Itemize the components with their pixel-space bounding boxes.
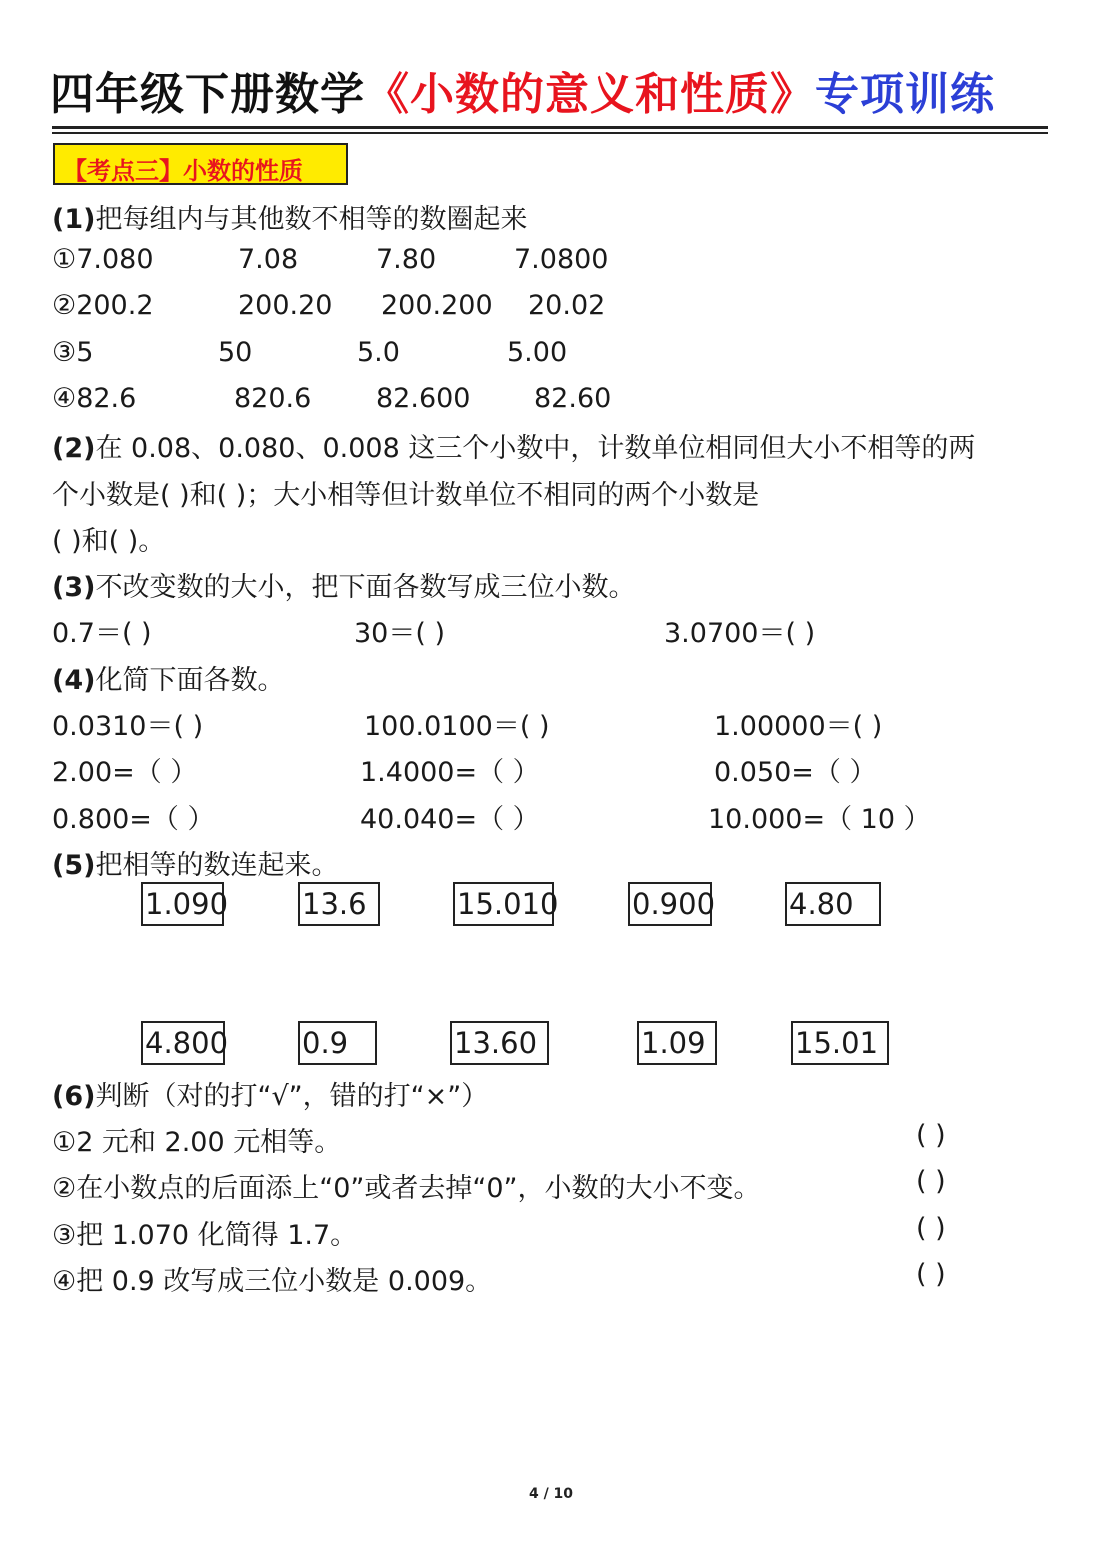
q5-number: (5) <box>52 850 96 881</box>
q1-cell: 7.0800 <box>514 244 609 275</box>
q4-item: 0.800=（ ） <box>52 804 215 835</box>
q3-item: 30＝( ) <box>354 618 446 649</box>
q3-item: 0.7＝( ) <box>52 618 152 649</box>
page-number: 4 / 10 <box>528 1486 574 1502</box>
q6-statement: ①2 元和 2.00 元相等。 <box>52 1127 342 1158</box>
section-badge <box>53 143 348 185</box>
q3-prompt <box>52 565 635 604</box>
match-box-bottom[interactable]: 13.60 <box>450 1021 549 1065</box>
q4-item: 1.00000＝( ) <box>714 711 883 742</box>
q1-number: (1) <box>52 204 96 235</box>
title-rule-top <box>52 126 1048 129</box>
q5-text: 把相等的数连起来。 <box>95 850 339 881</box>
q1-cell: 82.60 <box>534 383 612 414</box>
q6-answer-paren[interactable]: ( ) <box>916 1120 946 1151</box>
q1-cell: 200.20 <box>238 290 333 321</box>
q1-cell: 82.600 <box>376 383 471 414</box>
q1-cell: ①7.080 <box>52 244 154 275</box>
q6-text: 判断（对的打“√”，错的打“×”） <box>95 1081 489 1112</box>
q1-cell: 50 <box>218 337 253 368</box>
q1-text: 把每组内与其他数不相等的数圈起来 <box>95 204 528 235</box>
match-box-top[interactable]: 0.900 <box>628 882 712 926</box>
q6-prompt <box>52 1074 488 1113</box>
q4-item: 100.0100＝( ) <box>364 711 550 742</box>
match-box-bottom[interactable]: 4.800 <box>141 1021 225 1065</box>
q1-cell: 20.02 <box>528 290 606 321</box>
title-training: 专项训练 <box>815 69 995 120</box>
match-box-top[interactable]: 4.80 <box>785 882 881 926</box>
q4-text: 化简下面各数。 <box>95 665 285 696</box>
match-box-top[interactable]: 13.6 <box>298 882 380 926</box>
q6-statement: ②在小数点的后面添上“0”或者去掉“0”，小数的大小不变。 <box>52 1173 761 1204</box>
q3-text: 不改变数的大小，把下面各数写成三位小数。 <box>95 572 636 603</box>
q1-cell: 5.00 <box>507 337 568 368</box>
q4-item: 40.040=（ ） <box>360 804 540 835</box>
q4-item: 0.0310＝( ) <box>52 711 204 742</box>
q2-line-3: ( )和( )。 <box>52 526 166 557</box>
q1-cell: 5.0 <box>357 337 400 368</box>
q4-item: 1.4000=（ ） <box>360 757 540 788</box>
match-box-bottom[interactable]: 15.01 <box>791 1021 889 1065</box>
match-box-bottom[interactable]: 0.9 <box>298 1021 377 1065</box>
q6-statement: ③把 1.070 化简得 1.7。 <box>52 1220 358 1251</box>
q5-prompt <box>52 843 338 882</box>
q4-number: (4) <box>52 665 96 696</box>
match-box-top[interactable]: 1.090 <box>141 882 224 926</box>
q6-answer-paren[interactable]: ( ) <box>916 1213 946 1244</box>
q1-cell: ④82.6 <box>52 383 137 414</box>
q4-item: 0.050=（ ） <box>714 757 877 788</box>
q3-number: (3) <box>52 572 96 603</box>
title-grade: 四年级下册数学 <box>50 69 365 120</box>
q2-line-1 <box>52 426 975 465</box>
q6-statement: ④把 0.9 改写成三位小数是 0.009。 <box>52 1266 493 1297</box>
q1-cell: ②200.2 <box>52 290 154 321</box>
q3-item: 3.0700＝( ) <box>664 618 816 649</box>
q1-cell: 820.6 <box>234 383 312 414</box>
title-topic: 《小数的意义和性质》 <box>365 69 815 120</box>
q6-number: (6) <box>52 1081 96 1112</box>
q4-prompt <box>52 658 284 697</box>
title-rule-bottom <box>52 132 1048 134</box>
q2-number: (2) <box>52 433 96 464</box>
match-box-bottom[interactable]: 1.09 <box>637 1021 717 1065</box>
q6-answer-paren[interactable]: ( ) <box>916 1166 946 1197</box>
q4-item: 2.00=（ ） <box>52 757 198 788</box>
q4-item: 10.000=（ 10 ） <box>708 804 931 835</box>
match-box-top[interactable]: 15.010 <box>453 882 554 926</box>
q1-cell: ③5 <box>52 337 94 368</box>
q1-cell: 200.200 <box>381 290 493 321</box>
section-label: 【考点三】小数的性质 <box>63 157 303 185</box>
q6-answer-paren[interactable]: ( ) <box>916 1259 946 1290</box>
page-title <box>50 58 995 122</box>
q1-cell: 7.80 <box>376 244 437 275</box>
q1-cell: 7.08 <box>238 244 299 275</box>
q1-prompt <box>52 197 527 236</box>
q2-line-2: 个小数是( )和( )；大小相等但计数单位不相同的两个小数是 <box>52 480 760 511</box>
q2-text-1: 在 0.08、0.080、0.008 这三个小数中，计数单位相同但大小不相等的两 <box>95 433 976 464</box>
